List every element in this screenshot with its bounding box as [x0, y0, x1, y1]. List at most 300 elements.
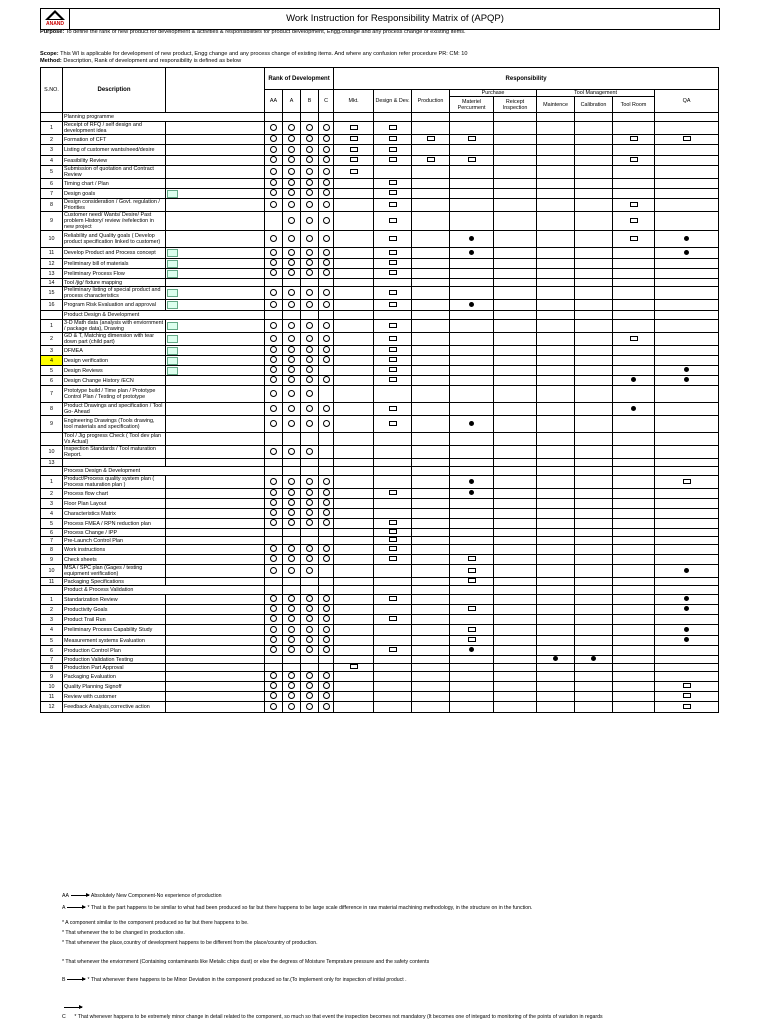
responsibility-cell [374, 135, 412, 145]
responsibility-cell [613, 555, 655, 565]
rank-circle-icon [270, 156, 277, 163]
row-attachment-cell [166, 529, 265, 537]
embedded-document-icon[interactable] [167, 357, 178, 365]
rank-circle-icon [323, 420, 330, 427]
rank-circle-icon [270, 615, 277, 622]
responsibility-cell [334, 692, 374, 702]
responsibility-cell [374, 179, 412, 189]
responsibility-cell [334, 259, 374, 269]
responsibility-cell [613, 646, 655, 656]
responsibility-cell [374, 692, 412, 702]
responsibility-cell [334, 433, 374, 446]
responsibility-cell [412, 565, 450, 578]
responsibility-cell [613, 269, 655, 279]
rank-cell [301, 333, 319, 346]
rank-cell [283, 529, 301, 537]
row-sno: 2 [41, 489, 63, 499]
row-attachment-cell [166, 595, 265, 605]
responsibility-cell [537, 565, 575, 578]
responsibility-cell [334, 416, 374, 433]
responsibility-cell [537, 356, 575, 366]
responsibility-cell [655, 646, 719, 656]
responsibility-cell [412, 702, 450, 713]
row-attachment-cell [166, 122, 265, 135]
rank-cell [301, 545, 319, 555]
row-description: Floor Plan Layout [63, 499, 166, 509]
responsibility-cell [537, 333, 575, 346]
table-row [41, 605, 719, 615]
responsibility-cell [537, 509, 575, 519]
rank-cell [265, 509, 283, 519]
row-sno: 2 [41, 333, 63, 346]
responsibility-cell [537, 376, 575, 386]
responsibility-cell [450, 156, 494, 166]
rank-circle-icon [306, 376, 313, 383]
section-cell [655, 311, 719, 320]
responsibility-cell [334, 545, 374, 555]
rank-cell [319, 269, 334, 279]
section-header-row [41, 586, 719, 595]
row-attachment-cell [166, 135, 265, 145]
responsibility-cell [412, 386, 450, 403]
rank-cell [301, 499, 319, 509]
rank-cell [301, 702, 319, 713]
responsibility-cell [450, 636, 494, 646]
rank-cell [301, 672, 319, 682]
rank-cell [265, 199, 283, 212]
responsibility-cell [334, 279, 374, 287]
rank-circle-icon [306, 420, 313, 427]
table-row [41, 416, 719, 433]
responsibility-cell [412, 664, 450, 672]
responsibility-cell [613, 565, 655, 578]
responsibility-cell [412, 459, 450, 467]
responsibility-cell [575, 578, 613, 586]
rank-circle-icon [288, 489, 295, 496]
header-rank-col: C [319, 90, 334, 113]
rank-cell [301, 529, 319, 537]
rank-circle-icon [270, 189, 277, 196]
rank-cell [265, 605, 283, 615]
responsibility-dot-icon [684, 596, 689, 601]
rank-cell [301, 376, 319, 386]
rank-cell [319, 320, 334, 333]
rank-circle-icon [270, 519, 277, 526]
responsibility-cell [412, 346, 450, 356]
responsibility-cell [613, 179, 655, 189]
embedded-document-icon[interactable] [167, 190, 178, 198]
rank-cell [301, 489, 319, 499]
rank-circle-icon [270, 168, 277, 175]
rank-cell [301, 300, 319, 311]
responsibility-cell [494, 605, 537, 615]
responsibility-cell [450, 231, 494, 248]
section-title: Product & Process Validation [63, 586, 265, 595]
responsibility-cell [655, 636, 719, 646]
section-cell [412, 586, 450, 595]
responsibility-cell [450, 555, 494, 565]
responsibility-cell [575, 446, 613, 459]
rank-circle-icon [288, 124, 295, 131]
responsibility-cell [494, 537, 537, 545]
row-description: Reliability and Quality goals ( Develop product specification linked to customer) [63, 231, 166, 248]
row-attachment-cell [166, 279, 265, 287]
responsibility-cell [374, 300, 412, 311]
responsibility-cell [537, 346, 575, 356]
responsibility-cell [334, 499, 374, 509]
rank-cell [301, 166, 319, 179]
responsibility-cell [655, 433, 719, 446]
rank-circle-icon [323, 646, 330, 653]
responsibility-cell [450, 615, 494, 625]
rank-cell [265, 446, 283, 459]
responsibility-square-icon [468, 627, 476, 632]
embedded-document-icon[interactable] [167, 347, 178, 355]
table-row [41, 403, 719, 416]
responsibility-cell [655, 135, 719, 145]
responsibility-dot-icon [631, 406, 636, 411]
section-cell [265, 113, 283, 122]
rank-circle-icon [270, 682, 277, 689]
rank-cell [301, 269, 319, 279]
responsibility-cell [655, 545, 719, 555]
rank-circle-icon [288, 555, 295, 562]
responsibility-cell [655, 656, 719, 664]
header-rank: Rank of Development [265, 68, 334, 90]
embedded-document-icon[interactable] [167, 335, 178, 343]
responsibility-cell [334, 615, 374, 625]
responsibility-cell [575, 615, 613, 625]
header-resp-col: Mkt. [334, 90, 374, 113]
responsibility-cell [575, 366, 613, 376]
row-description: Design Reviews [63, 366, 166, 376]
responsibility-square-icon [389, 537, 397, 542]
rank-cell [301, 346, 319, 356]
rank-circle-icon [323, 636, 330, 643]
responsibility-cell [537, 403, 575, 416]
rank-cell [319, 509, 334, 519]
row-attachment-cell [166, 189, 265, 199]
rank-circle-icon [306, 692, 313, 699]
rank-cell [265, 595, 283, 605]
responsibility-dot-icon [684, 606, 689, 611]
section-cell [537, 311, 575, 320]
row-description: Develop Product and Process concept [63, 248, 166, 259]
table-row [41, 366, 719, 376]
row-description: Listing of customer wants/need/desire [63, 145, 166, 156]
responsibility-cell [334, 212, 374, 231]
responsibility-cell [412, 578, 450, 586]
rank-cell [283, 692, 301, 702]
table-row [41, 636, 719, 646]
rank-circle-icon [288, 376, 295, 383]
responsibility-cell [575, 476, 613, 489]
responsibility-cell [334, 179, 374, 189]
rank-cell [283, 189, 301, 199]
responsibility-square-icon [389, 190, 397, 195]
embedded-document-icon[interactable] [167, 301, 178, 309]
row-attachment-cell [166, 269, 265, 279]
responsibility-dot-icon [684, 568, 689, 573]
rank-cell [283, 545, 301, 555]
responsibility-cell [334, 682, 374, 692]
row-description: Formation of CFT [63, 135, 166, 145]
table-row [41, 646, 719, 656]
responsibility-cell [334, 702, 374, 713]
rank-circle-icon [323, 605, 330, 612]
rank-circle-icon [306, 605, 313, 612]
row-description: Production Validation Testing [63, 656, 166, 664]
rank-cell [319, 459, 334, 467]
responsibility-cell [334, 446, 374, 459]
rank-circle-icon [288, 235, 295, 242]
row-attachment-cell [166, 212, 265, 231]
responsibility-cell [412, 433, 450, 446]
responsibility-cell [575, 320, 613, 333]
rank-circle-icon [270, 259, 277, 266]
responsibility-square-icon [389, 236, 397, 241]
row-attachment-cell [166, 287, 265, 300]
rank-cell [301, 636, 319, 646]
section-cell [319, 311, 334, 320]
rank-cell [301, 646, 319, 656]
responsibility-cell [412, 189, 450, 199]
rank-cell [319, 300, 334, 311]
responsibility-cell [537, 499, 575, 509]
responsibility-cell [374, 433, 412, 446]
row-sno: 7 [41, 656, 63, 664]
header-blank [166, 68, 265, 113]
responsibility-cell [537, 537, 575, 545]
row-attachment-cell [166, 403, 265, 416]
responsibility-square-icon [468, 136, 476, 141]
rank-cell [319, 179, 334, 189]
responsibility-cell [374, 259, 412, 269]
rank-circle-icon [288, 201, 295, 208]
rank-cell [265, 565, 283, 578]
embedded-document-icon[interactable] [167, 322, 178, 330]
rank-cell [301, 135, 319, 145]
rank-cell [283, 376, 301, 386]
rank-cell [283, 595, 301, 605]
rank-cell [283, 625, 301, 636]
rank-circle-icon [288, 269, 295, 276]
section-cell [450, 467, 494, 476]
rank-cell [301, 189, 319, 199]
responsibility-square-icon [389, 323, 397, 328]
rank-cell [301, 459, 319, 467]
responsibility-cell [374, 595, 412, 605]
rank-circle-icon [323, 269, 330, 276]
responsibility-cell [537, 386, 575, 403]
header-resp-col: Materiel Percurment [450, 97, 494, 113]
responsibility-cell [575, 555, 613, 565]
responsibility-cell [412, 476, 450, 489]
responsibility-cell [450, 248, 494, 259]
row-description: Preliminary Process Capability Study [63, 625, 166, 636]
responsibility-cell [655, 199, 719, 212]
responsibility-cell [655, 605, 719, 615]
responsibility-square-icon [389, 347, 397, 352]
responsibility-cell [412, 231, 450, 248]
row-attachment-cell [166, 346, 265, 356]
responsibility-cell [655, 189, 719, 199]
table-row [41, 595, 719, 605]
responsibility-cell [494, 459, 537, 467]
header-rank-col: AA [265, 90, 283, 113]
responsibility-cell [537, 248, 575, 259]
table-row [41, 692, 719, 702]
rank-circle-icon [288, 509, 295, 516]
responsibility-square-icon [630, 236, 638, 241]
responsibility-cell [494, 346, 537, 356]
rank-circle-icon [323, 376, 330, 383]
responsibility-cell [575, 509, 613, 519]
responsibility-cell [450, 529, 494, 537]
responsibility-cell [412, 156, 450, 166]
purpose-text: To define the rank of new product for development & activities & responsibilities for product development, Engg.change and any process change of existing items. [65, 29, 466, 35]
rank-cell [265, 259, 283, 269]
rank-circle-icon [323, 135, 330, 142]
row-sno: 12 [41, 702, 63, 713]
rank-cell [265, 692, 283, 702]
responsibility-square-icon [389, 336, 397, 341]
responsibility-cell [537, 656, 575, 664]
responsibility-cell [613, 509, 655, 519]
responsibility-cell [374, 156, 412, 166]
rank-cell [283, 646, 301, 656]
responsibility-square-icon [350, 147, 358, 152]
rank-cell [283, 145, 301, 156]
responsibility-square-icon [468, 568, 476, 573]
rank-cell [319, 346, 334, 356]
row-attachment-cell [166, 664, 265, 672]
responsibility-cell [334, 605, 374, 615]
rank-cell [319, 145, 334, 156]
responsibility-cell [494, 672, 537, 682]
responsibility-square-icon [350, 169, 358, 174]
row-description: Product/Process quality system plan ( Process maturation plan ) [63, 476, 166, 489]
rank-circle-icon [270, 605, 277, 612]
embedded-document-icon[interactable] [167, 260, 178, 268]
responsibility-cell [575, 346, 613, 356]
row-description: Process flow chart [63, 489, 166, 499]
table-row [41, 333, 719, 346]
section-cell [494, 113, 537, 122]
embedded-document-icon[interactable] [167, 249, 178, 257]
responsibility-cell [494, 446, 537, 459]
responsibility-cell [494, 320, 537, 333]
row-sno: 7 [41, 386, 63, 403]
responsibility-cell [575, 489, 613, 499]
responsibility-cell [450, 122, 494, 135]
arrow-icon [64, 1007, 82, 1008]
responsibility-cell [450, 333, 494, 346]
rank-cell [283, 605, 301, 615]
rank-circle-icon [270, 448, 277, 455]
responsibility-cell [494, 509, 537, 519]
rank-cell [265, 555, 283, 565]
responsibility-cell [450, 578, 494, 586]
rank-cell [301, 320, 319, 333]
responsibility-cell [575, 499, 613, 509]
responsibility-cell [537, 545, 575, 555]
responsibility-cell [494, 248, 537, 259]
rank-cell [301, 156, 319, 166]
table-row [41, 519, 719, 529]
rank-circle-icon [270, 703, 277, 710]
rank-circle-icon [288, 179, 295, 186]
responsibility-cell [450, 595, 494, 605]
responsibility-cell [334, 656, 374, 664]
responsibility-cell [374, 578, 412, 586]
row-sno: 11 [41, 692, 63, 702]
row-attachment-cell [166, 565, 265, 578]
rank-cell [283, 386, 301, 403]
responsibility-cell [494, 199, 537, 212]
responsibility-cell [655, 499, 719, 509]
row-description: Design goals [63, 189, 166, 199]
responsibility-cell [575, 279, 613, 287]
row-sno: 14 [41, 279, 63, 287]
rank-cell [301, 656, 319, 664]
responsibility-cell [655, 403, 719, 416]
row-attachment-cell [166, 625, 265, 636]
section-cell [537, 586, 575, 595]
responsibility-cell [334, 595, 374, 605]
table-row [41, 537, 719, 545]
rank-cell [301, 433, 319, 446]
responsibility-cell [494, 269, 537, 279]
responsibility-square-icon [389, 490, 397, 495]
responsibility-cell [494, 122, 537, 135]
rank-circle-icon [306, 146, 313, 153]
rank-circle-icon [270, 366, 277, 373]
rank-cell [319, 672, 334, 682]
rank-circle-icon [288, 448, 295, 455]
rank-cell [301, 259, 319, 269]
embedded-document-icon[interactable] [167, 289, 178, 297]
embedded-document-icon[interactable] [167, 367, 178, 375]
rank-cell [319, 605, 334, 615]
responsibility-cell [450, 499, 494, 509]
responsibility-cell [575, 545, 613, 555]
responsibility-cell [334, 366, 374, 376]
responsibility-cell [494, 595, 537, 605]
rank-cell [319, 636, 334, 646]
responsibility-cell [450, 537, 494, 545]
rank-cell [283, 333, 301, 346]
responsibility-cell [334, 376, 374, 386]
rank-circle-icon [323, 545, 330, 552]
rank-cell [319, 376, 334, 386]
responsibility-cell [412, 672, 450, 682]
row-sno: 1 [41, 320, 63, 333]
embedded-document-icon[interactable] [167, 270, 178, 278]
header-sno: S.NO. [41, 68, 63, 113]
row-attachment-cell [166, 509, 265, 519]
section-cell [374, 586, 412, 595]
rank-circle-icon [306, 346, 313, 353]
rank-cell [265, 269, 283, 279]
responsibility-cell [412, 179, 450, 189]
responsibility-cell [412, 636, 450, 646]
responsibility-square-icon [389, 367, 397, 372]
row-description: Receipt of RFQ / self design and development idea [63, 122, 166, 135]
rank-cell [265, 537, 283, 545]
table-row [41, 248, 719, 259]
rank-cell [319, 212, 334, 231]
